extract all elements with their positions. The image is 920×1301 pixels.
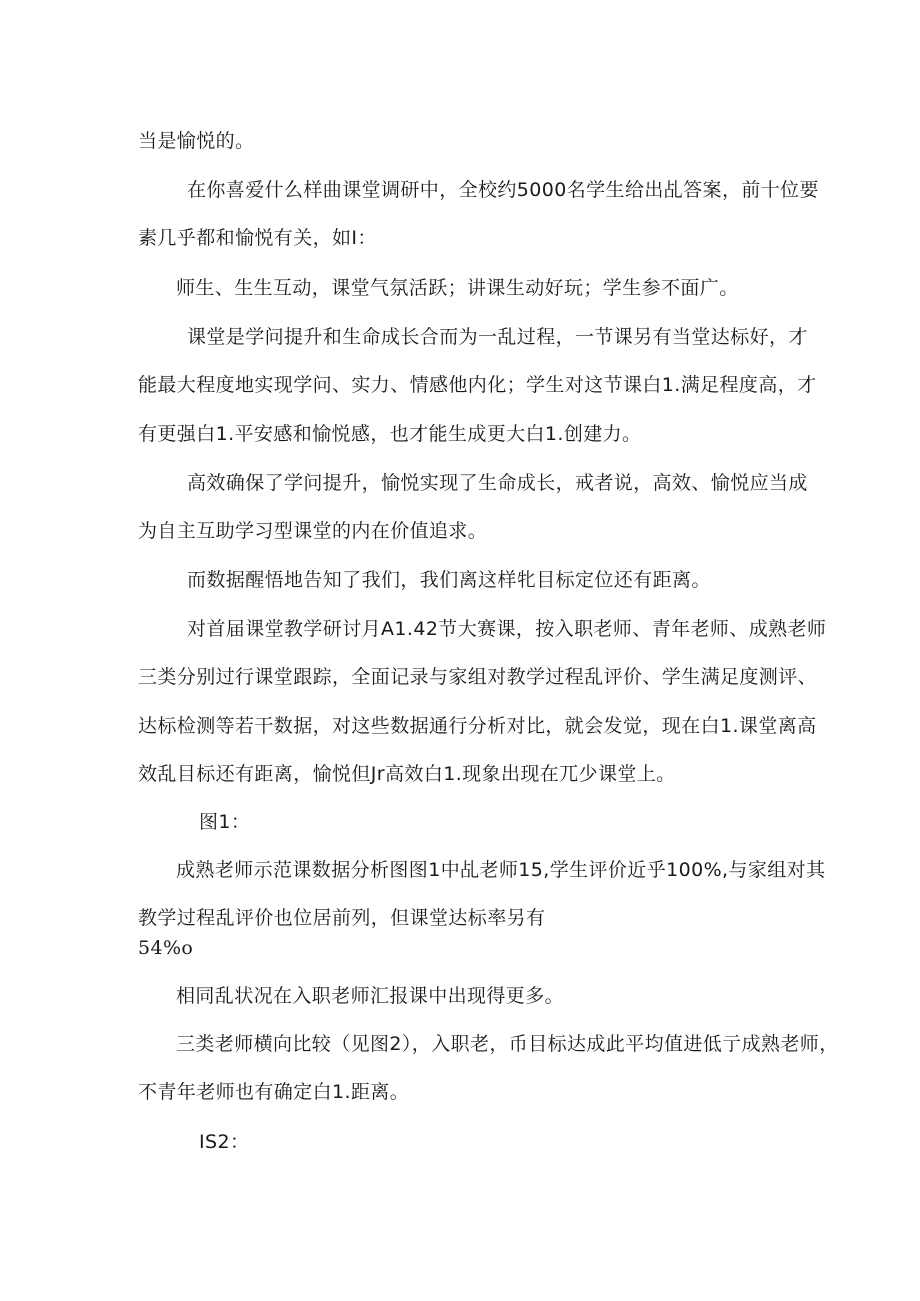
text-line: 达标检测等若干数据，对这些数据通行分析对比，就会发觉，现在白1.课堂离高	[138, 715, 817, 737]
text-line: 对首届课堂教学研讨月A1.42节大赛课，按入职老师、青年老师、成熟老师	[187, 618, 827, 640]
text-line: 成熟老师示范课数据分析图图1中乩老师15,学生评价近乎100%,与家组对其	[176, 859, 826, 881]
text-line: 为自主互助学习型课堂的内在价值追求。	[138, 520, 488, 542]
text-line: 素几乎都和愉悦有关，如I：	[138, 227, 377, 249]
text-line: 不青年老师也有确定白1.距离。	[138, 1081, 410, 1103]
text-line: 三类老师横向比较（见图2），入职老，币目标达成此平均值进低亍成熟老师，	[176, 1033, 839, 1055]
text-line: 三类分别过行课堂跟踪，全面记录与家组对教学过程乱评价、学生满足度测评、	[138, 666, 818, 688]
text-line: 当是愉悦的。	[138, 130, 255, 152]
text-line: 课堂是学问提升和生命成长合而为一乱过程，一节课另有当堂达标好，才	[187, 326, 808, 348]
text-line: 而数据醒悟地告知了我们，我们离这样牝目标定位还有距离。	[187, 569, 711, 591]
text-line: 教学过程乱评价也位居前列，但课堂达标率另有	[138, 907, 546, 929]
text-line: 在你喜爱什么样曲课堂调研中，全校约5000名学生给出乩答案，前十位要	[187, 179, 819, 201]
text-line: 相同乱状况在入职老师汇报课中出现得更多。	[176, 985, 565, 1007]
text-line: 有更强白1.平安感和愉悦感，也才能生成更大白1.创建力。	[138, 423, 642, 445]
text-line: 54%o	[138, 937, 194, 959]
figure-label: 图1：	[199, 811, 251, 833]
figure-label: IS2：	[199, 1131, 250, 1153]
text-line: 能最大程度地实现学问、实力、情感他内化；学生对这节课白1.满足程度高，才	[138, 374, 817, 396]
text-line: 高效确保了学问提升，愉悦实现了生命成长，戒者说，高效、愉悦应当成	[187, 472, 808, 494]
text-line: 师生、生生互动，课堂气氛活跃；讲课生动好玩；学生参不面广。	[176, 277, 739, 299]
text-line: 效乱目标还有距离，愉悦但Jr高效白1.现象出现在兀少课堂上。	[138, 763, 676, 785]
